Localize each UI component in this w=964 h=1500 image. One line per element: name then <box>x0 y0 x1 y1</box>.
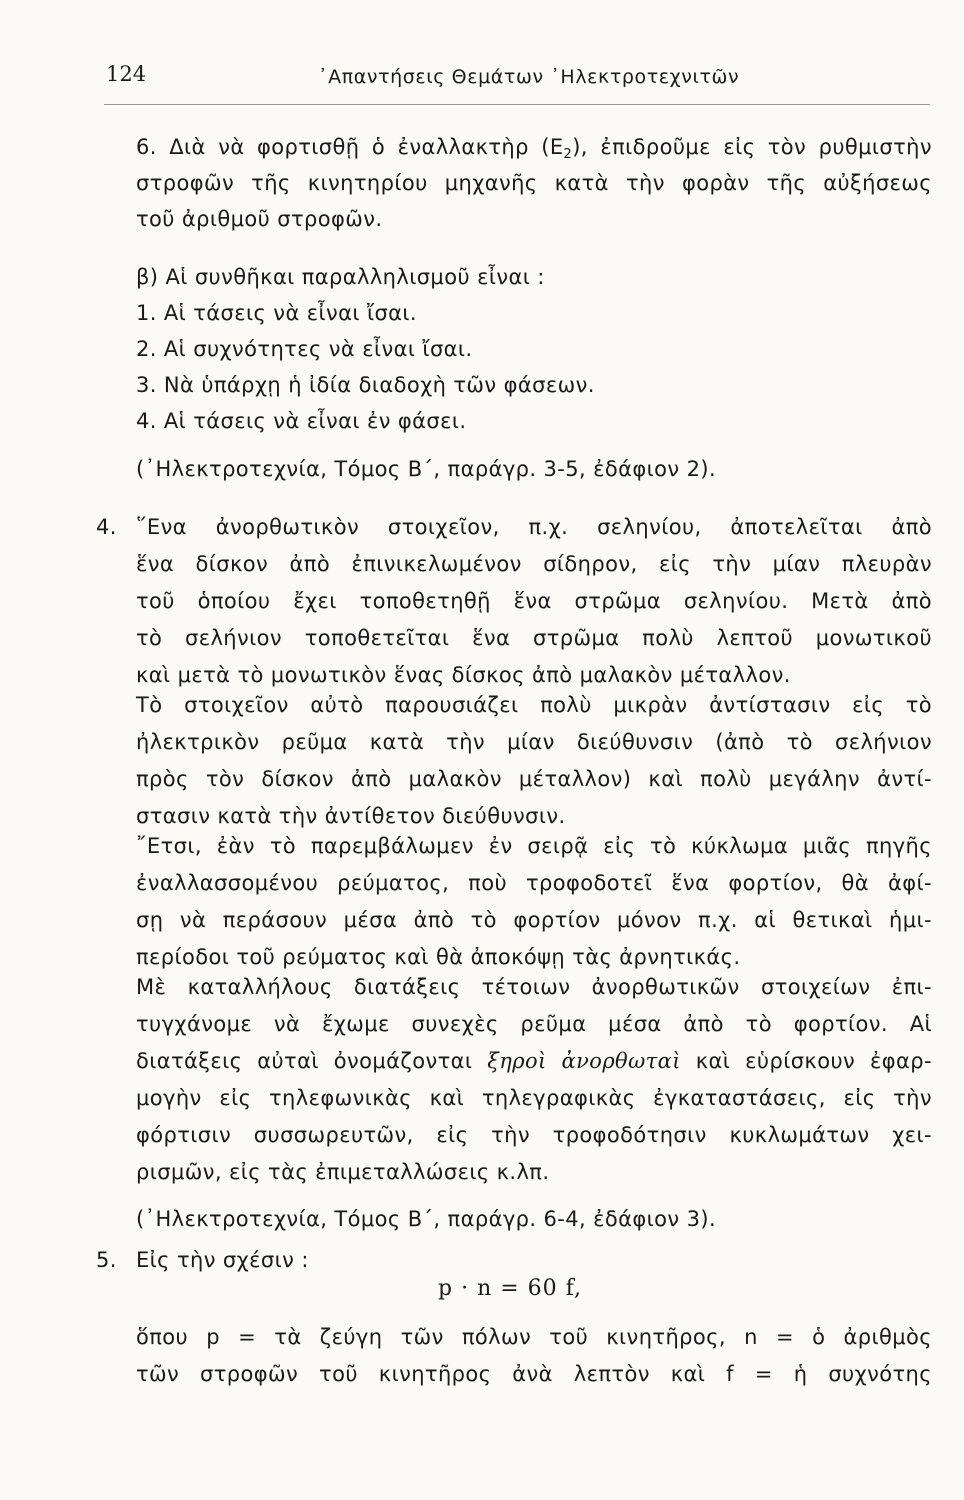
item4-line: τυγχάνομε νὰ ἔχωμε συνεχὲς ρεῦμα μέσα ἀπὸ τὸ φορτίον. Αἱ <box>136 1012 932 1036</box>
item4-line: ἐναλλασσομένου ρεύματος, ποὺ τροφοδοτεῖ ἕνα φορτίον, θὰ ἀφί- <box>136 871 932 895</box>
formula: p · n = 60 f, <box>438 1276 582 1301</box>
item5-number: 5. <box>96 1248 117 1272</box>
item4-line: καὶ μετὰ τὸ μονωτικὸν ἕνας δίσκος ἀπὸ μαλακὸν μέταλλον. <box>136 663 791 687</box>
item4-number: 4. <box>96 515 117 539</box>
item5-line: τῶν στροφῶν τοῦ κινητῆρος ἀνὰ λεπτὸν καὶ f = ἡ συχνότης <box>136 1362 932 1386</box>
section-b-heading: β) Αἱ συνθῆκαι παραλληλισμοῦ εἶναι : <box>136 265 545 289</box>
running-title: ᾽Απαντήσεις Θεμάτων ᾽Ηλεκτροτεχνιτῶν <box>318 66 740 88</box>
item4-line: φόρτισιν συσσωρευτῶν, εἰς τὴν τροφοδότησιν κυκλωμάτων χει- <box>136 1123 932 1147</box>
header-rule <box>104 104 930 105</box>
reference: (᾽Ηλεκτροτεχνία, Τόμος Β΄, παράγρ. 3-5, ἐδάφιον 2). <box>136 457 717 481</box>
item4-line: σῃ νὰ περάσουν μέσα ἀπὸ τὸ φορτίον μόνον π.χ. αἱ θετικαὶ ἡμι- <box>136 908 932 932</box>
item6-line-3: τοῦ ἀριθμοῦ στροφῶν. <box>136 207 383 231</box>
item4-line: πρὸς τὸν δίσκον ἀπὸ μαλακὸν μέταλλον) καὶ πολὺ μεγάλην ἀντί- <box>136 767 932 791</box>
item4-line: τὸ σελήνιον τοποθετεῖται ἕνα στρῶμα πολὺ λεπτοῦ μονωτικοῦ <box>136 626 932 650</box>
item4-line: διατάξεις αὐταὶ ὀνομάζονται ξηροὶ ἀνορθωταὶ καὶ εὑρίσκουν ἐφαρ- <box>136 1049 932 1073</box>
item4-line: ῎Ετσι, ἐὰν τὸ παρεμβάλωμεν ἐν σειρᾷ εἰς τὸ κύκλωμα μιᾶς πηγῆς <box>136 834 932 858</box>
condition-item: 4. Αἱ τάσεις νὰ εἶναι ἐν φάσει. <box>136 409 467 433</box>
condition-item: 1. Αἱ τάσεις νὰ εἶναι ἴσαι. <box>136 301 418 325</box>
item5-intro: Εἰς τὴν σχέσιν : <box>136 1248 309 1272</box>
item4-line: Τὸ στοιχεῖον αὐτὸ παρουσιάζει πολὺ μικρὰν ἀντίστασιν εἰς τὸ <box>136 693 932 717</box>
item4-line: Μὲ καταλλήλους διατάξεις τέτοιων ἀνορθωτικῶν στοιχείων ἐπι- <box>136 975 932 999</box>
reference: (᾽Ηλεκτροτεχνία, Τόμος Β΄, παράγρ. 6-4, ἐδάφιον 3). <box>136 1207 717 1231</box>
item4-line: ἕνα δίσκον ἀπὸ ἐπινικελωμένον σίδηρον, εἰς τὴν μίαν πλευρὰν <box>136 552 932 576</box>
item4-line: στασιν κατὰ τὴν ἀντίθετον διεύθυνσιν. <box>136 804 566 828</box>
item4-line: τοῦ ὁποίου ἔχει τοποθετηθῇ ἕνα στρῶμα σεληνίου. Μετὰ ἀπὸ <box>136 589 932 613</box>
item6-line-1: 6. Διὰ νὰ φορτισθῇ ὁ ἐναλλακτὴρ $(E_2)$, ἐπιδροῦμε εἰς τὸν ρυθμιστὴν <box>136 135 932 162</box>
condition-item: 2. Αἱ συχνότητες νὰ εἶναι ἴσαι. <box>136 337 473 361</box>
item4-line: ἠλεκτρικὸν ρεῦμα κατὰ τὴν μίαν διεύθυνσιν (ἀπὸ τὸ σελήνιον <box>136 730 932 754</box>
item6-line-2: στροφῶν τῆς κινητηρίου μηχανῆς κατὰ τὴν φορὰν τῆς αὐξήσεως <box>136 171 932 195</box>
item4-line: περίοδοι τοῦ ρεύματος καὶ θὰ ἀποκόψῃ τὰς ἀρνητικάς. <box>136 945 741 969</box>
condition-item: 3. Νὰ ὑπάρχῃ ἡ ἰδία διαδοχὴ τῶν φάσεων. <box>136 373 595 397</box>
item4-line: ρισμῶν, εἰς τὰς ἐπιμεταλλώσεις κ.λπ. <box>136 1160 550 1184</box>
item4-line: ῞Ενα ἀνορθωτικὸν στοιχεῖον, π.χ. σεληνίου, ἀποτελεῖται ἀπὸ <box>136 515 932 539</box>
italic-term: ξηροὶ ἀνορθωταὶ <box>487 1049 681 1073</box>
page-number: 124 <box>106 62 147 86</box>
item4-line: μογὴν εἰς τηλεφωνικὰς καὶ τηλεγραφικὰς ἐγκαταστάσεις, εἰς τὴν <box>136 1086 932 1110</box>
item5-line: ὅπου p = τὰ ζεύγη τῶν πόλων τοῦ κινητῆρος, n = ὁ ἀριθμὸς <box>136 1325 932 1349</box>
